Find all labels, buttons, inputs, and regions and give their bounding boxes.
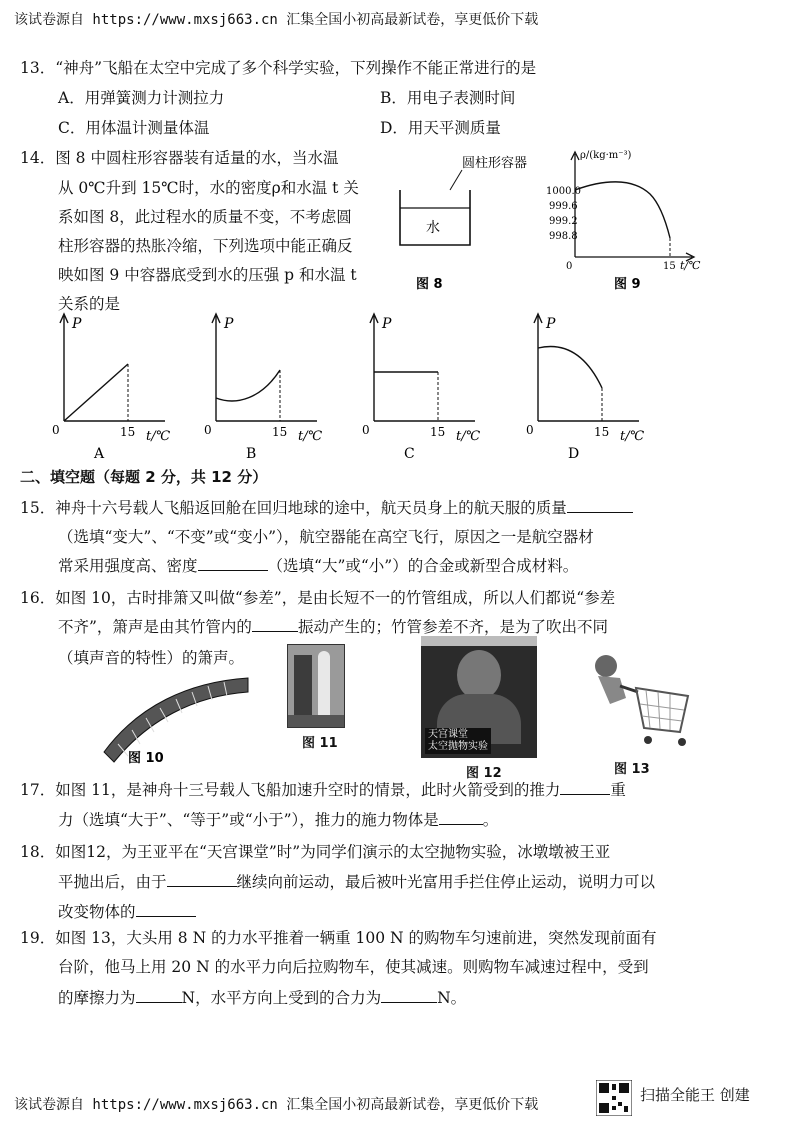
option-a-letter: A — [94, 446, 105, 462]
cart-wheel — [644, 736, 652, 744]
cart-basket — [636, 688, 688, 732]
fig8-container-label: 圆柱形容器 — [462, 156, 528, 171]
q13-option-b: B．用电子表测时间 — [380, 89, 516, 107]
q13-stem: 13．“神舟”飞船在太空中完成了多个科学实验，下列操作不能正常进行的是 — [20, 59, 537, 77]
fig8-water-label: 水 — [426, 220, 440, 236]
fig8-leader-line — [450, 170, 462, 190]
person-body — [598, 676, 626, 704]
option-c-xtick: 15 — [430, 425, 446, 439]
option-a-graph — [52, 314, 171, 462]
fig8-container — [400, 190, 470, 245]
figure-13-shopping-cart — [580, 642, 700, 754]
fig9-xlabel: t/℃ — [680, 259, 701, 272]
option-d-letter: D — [568, 446, 580, 462]
option-d-origin: 0 — [526, 423, 534, 437]
fig10-caption: 图 10 — [128, 751, 164, 766]
q14-line-1: 14．图 8 中圆柱形容器装有适量的水，当水温 — [20, 149, 339, 167]
option-a-origin: 0 — [52, 423, 60, 437]
fig12-caption: 图 12 — [466, 766, 502, 781]
q15-line-3: 常采用强度高、密度 （选填“大”或“小”）的合金或新型合成材料。 — [58, 557, 579, 575]
person-head — [595, 655, 617, 677]
q13-option-c: C．用体温计测量体温 — [58, 119, 210, 137]
q14-line-4: 柱形容器的热胀冷缩，下列选项中能正确反 — [58, 237, 353, 255]
q19-line-1: 19．如图 13，大头用 8 N 的力水平推着一辆重 100 N 的购物车匀速前进，突然发现前面有 — [20, 929, 657, 947]
option-c-graph — [362, 314, 481, 462]
fig11-caption: 图 11 — [302, 736, 338, 751]
q14-option-graphs — [40, 306, 760, 468]
q18-line-3: 改变物体的 — [58, 900, 196, 922]
q14-line-5: 映如图 9 中容器底受到水的压强 p 和水温 t — [58, 266, 357, 284]
rocket-body — [318, 651, 330, 717]
option-b-xtick: 15 — [272, 425, 288, 439]
q17-blank-2[interactable] — [439, 810, 483, 825]
footer-brand: 扫描全能王 创建 — [640, 1086, 750, 1104]
fig9-density-curve — [575, 182, 670, 238]
figure-8 — [392, 150, 542, 300]
header-watermark: 该试卷源自 https://www.mxsj663.cn 汇集全国小初高最新试卷，享更低价下载 — [14, 12, 539, 28]
option-a-p: P — [72, 316, 82, 332]
option-b-graph — [204, 314, 323, 462]
figure-11-rocket-photo — [287, 644, 345, 728]
qr-code-icon[interactable] — [596, 1080, 632, 1116]
option-c-letter: C — [404, 446, 415, 462]
q19-blank-2[interactable] — [381, 988, 437, 1003]
q14-line-2: 从 0℃升到 15℃时，水的密度ρ和水温 t 关 — [58, 179, 359, 197]
option-b-curve — [216, 370, 280, 401]
fig9-caption: 图 9 — [614, 277, 641, 292]
q18-line-2: 平抛出后，由于 继续向前运动，最后被叶光富用手拦住停止运动，说明力可以 — [58, 873, 656, 891]
option-c-xlabel: t/℃ — [456, 429, 481, 444]
figure-12-tiangong-photo — [421, 636, 537, 758]
q19-blank-1[interactable] — [136, 988, 182, 1003]
option-a-xtick: 15 — [120, 425, 136, 439]
fig9-tick-2: 999.6 — [549, 201, 578, 212]
figure-10-pan-flute — [98, 666, 254, 766]
astronaut-head — [457, 650, 501, 700]
figure-9 — [542, 142, 722, 302]
q16-line-1: 16．如图 10，古时排箫又叫做“参差”，是由长短不一的竹管组成，所以人们都说“参差 — [20, 589, 616, 607]
option-d-graph — [526, 314, 645, 462]
pan-flute-body — [104, 678, 248, 762]
q15-blank-2[interactable] — [198, 556, 268, 571]
cart-wheel — [678, 738, 686, 746]
option-c-origin: 0 — [362, 423, 370, 437]
q13-option-d: D．用天平测质量 — [380, 119, 501, 137]
q19-line-2: 台阶，他马上用 20 N 的水平力向后拉购物车，使其减速。则购物车减速过程中，受到 — [58, 958, 649, 976]
q18-line-1: 18．如图12，为王亚平在“天宫课堂”时”为同学们演示的太空抛物实验，冰墩墩被王亚 — [20, 843, 611, 861]
q15-blank-1[interactable] — [567, 498, 633, 513]
q16-line-3: （填声音的特性）的箫声。 — [58, 649, 245, 667]
q16-blank-1[interactable] — [252, 617, 298, 632]
option-a-line — [64, 364, 128, 421]
option-a-xlabel: t/℃ — [146, 429, 171, 444]
section-2-title: 二、填空题（每题 2 分，共 12 分） — [20, 468, 268, 486]
q13-option-a: A．用弹簧测力计测拉力 — [58, 89, 225, 107]
option-d-xtick: 15 — [594, 425, 610, 439]
fig9-origin: 0 — [566, 261, 573, 272]
fig9-xtick: 15 — [663, 261, 676, 272]
q15-line-1: 15．神舟十六号载人飞船返回舱在回归地球的途中，航天员身上的航天服的质量 — [20, 496, 633, 518]
option-b-xlabel: t/℃ — [298, 429, 323, 444]
fig9-tick-4: 998.8 — [549, 231, 578, 242]
q19-line-3: 的摩擦力为 N，水平方向上受到的合力为 N。 — [58, 989, 467, 1007]
fig9-ylabel: ρ/(kg·m⁻³) — [580, 150, 632, 161]
option-d-xlabel: t/℃ — [620, 429, 645, 444]
option-d-curve — [538, 347, 602, 388]
option-c-p: P — [382, 316, 392, 332]
option-b-origin: 0 — [204, 423, 212, 437]
fig9-tick-1: 1000.0 — [546, 186, 581, 197]
fig9-tick-3: 999.2 — [549, 216, 578, 227]
footer-watermark: 该试卷源自 https://www.mxsj663.cn 汇集全国小初高最新试卷，享更低价下载 — [14, 1097, 539, 1113]
option-b-letter: B — [246, 446, 257, 462]
option-d-p: P — [546, 316, 556, 332]
q16-line-2: 不齐”，箫声是由其竹管内的 振动产生的；竹管参差不齐，是为了吹出不同 — [58, 618, 608, 636]
q14-line-6: 关系的是 — [58, 295, 121, 313]
q17-line-2: 力（选填“大于”、“等于”或“小于”），推力的施力物体是 。 — [58, 811, 499, 829]
q18-blank-2[interactable] — [136, 902, 196, 917]
q17-blank-1[interactable] — [560, 780, 610, 795]
fig13-caption: 图 13 — [614, 762, 650, 777]
q14-line-3: 系如图 8，此过程水的质量不变，不考虑圆 — [58, 208, 352, 226]
fig12-photo-caption: 天宫课堂 太空抛物实验 — [425, 728, 491, 754]
q17-line-1: 17．如图 11，是神舟十三号载人飞船加速升空时的情景，此时火箭受到的推力 重 — [20, 781, 626, 799]
q15-line-2: （选填“变大”、“不变”或“变小”），航空器能在高空飞行，原因之一是航空器材 — [58, 528, 594, 546]
fig8-caption: 图 8 — [416, 277, 443, 292]
option-b-p: P — [224, 316, 234, 332]
rocket-tower — [294, 655, 312, 715]
q18-blank-1[interactable] — [167, 872, 237, 887]
